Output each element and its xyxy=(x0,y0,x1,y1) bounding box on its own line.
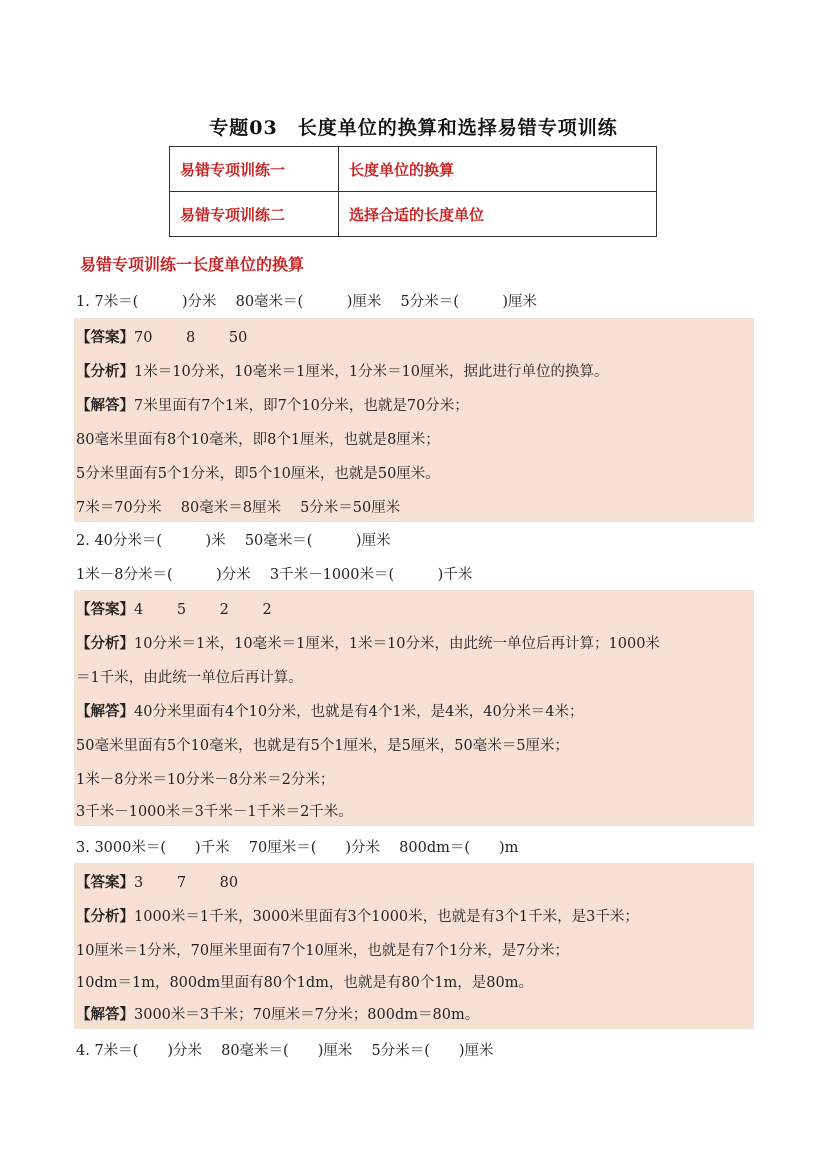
toc-cell: 易错专项训练二 xyxy=(170,192,339,237)
question-2b: 1米－8分米＝( )分米 3千米－1000米＝( )千米 xyxy=(76,567,473,583)
answer-line: 【答案】3 7 80 xyxy=(76,874,239,891)
solution-line: 3千米－1000米＝3千米－1千米＝2千米。 xyxy=(76,804,353,820)
answer-line: 【答案】4 5 2 2 xyxy=(76,601,272,618)
toc-table xyxy=(169,146,657,237)
solution-line: 【解答】7米里面有7个1米，即7个10分米，也就是70分米； xyxy=(76,397,469,414)
toc-cell: 长度单位的换算 xyxy=(339,147,657,192)
analysis-line: 10厘米＝1分米，70厘米里面有7个10厘米，也就是有7个1分米，是7分米； xyxy=(76,943,569,959)
solution-line: 50毫米里面有5个10毫米，也就是有5个1厘米，是5厘米，50毫米＝5厘米； xyxy=(76,738,569,754)
toc-cell: 易错专项训练一 xyxy=(170,147,339,192)
question-4: 4. 7米＝( )分米 80毫米＝( )厘米 5分米＝( )厘米 xyxy=(76,1043,494,1059)
toc-row xyxy=(170,192,657,237)
solution-line: 5分米里面有5个1分米，即5个10厘米，也就是50厘米。 xyxy=(76,466,440,482)
question-1: 1. 7米＝( )分米 80毫米＝( )厘米 5分米＝( )厘米 xyxy=(76,294,538,310)
question-3: 3. 3000米＝( )千米 70厘米＝( )分米 800dm＝( )m xyxy=(76,840,519,856)
section-heading: 易错专项训练一长度单位的换算 xyxy=(80,255,305,274)
answer-box-3 xyxy=(74,863,754,1029)
toc-cell: 选择合适的长度单位 xyxy=(339,192,657,237)
solution-line: 80毫米里面有8个10毫米，即8个1厘米，也就是8厘米； xyxy=(76,432,440,448)
analysis-line: 【分析】10分米＝1米，10毫米＝1厘米，1米＝10分米，由此统一单位后再计算；1000米 xyxy=(76,635,660,652)
solution-line: 1米－8分米＝10分米－8分米＝2分米； xyxy=(76,772,335,788)
solution-line: 7米＝70分米 80毫米＝8厘米 5分米＝50厘米 xyxy=(76,500,401,516)
analysis-line: 【分析】1000米＝1千米，3000米里面有3个1000米，也就是有3个1千米，是3千米； xyxy=(76,908,639,925)
toc-row xyxy=(170,147,657,192)
answer-box-1 xyxy=(74,318,754,522)
answer-box-2 xyxy=(74,590,754,826)
analysis-line: 10dm＝1m，800dm里面有80个1dm，也就是有80个1m，是80m。 xyxy=(76,975,533,991)
solution-line: 【解答】40分米里面有4个10分米，也就是有4个1米，是4米，40分米＝4米； xyxy=(76,703,584,720)
analysis-line: ＝1千米，由此统一单位后再计算。 xyxy=(76,670,303,686)
question-2a: 2. 40分米＝( )米 50毫米＝( )厘米 xyxy=(76,533,391,549)
page-title: 专题03 长度单位的换算和选择易错专项训练 xyxy=(209,117,618,139)
answer-line: 【答案】70 8 50 xyxy=(76,329,248,346)
analysis-line: 【分析】1米＝10分米，10毫米＝1厘米，1分米＝10厘米，据此进行单位的换算。 xyxy=(76,363,609,380)
solution-line: 【解答】3000米＝3千米；70厘米＝7分米；800dm＝80m。 xyxy=(76,1006,480,1023)
